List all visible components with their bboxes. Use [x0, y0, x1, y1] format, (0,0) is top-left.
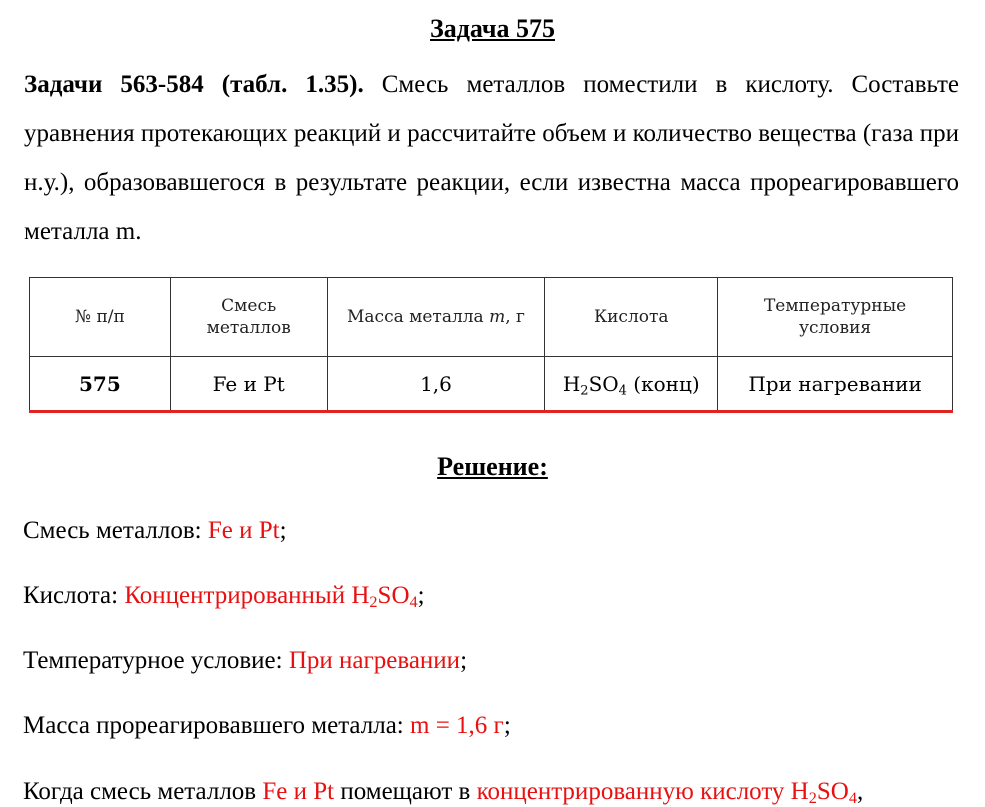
cell-mixture: Fe и Pt	[170, 357, 327, 412]
cell-mass: 1,6	[327, 357, 545, 412]
solution-mass-line: Масса прореагировавшего металла: m = 1,6 г;	[23, 712, 511, 739]
solution-title: Решение:	[437, 452, 548, 481]
mixture-value: Fe и Pt	[207, 517, 280, 544]
mass-value: m = 1,6 г	[410, 712, 504, 739]
table-header-row	[30, 278, 953, 357]
header-mixture: Смесь металлов	[170, 278, 327, 357]
problem-text: Смесь металлов поместили в кислоту. Составьте уравнения протекающих реакций и рассчитайте объем и количество вещества (газа при н.у.), образовавшегося в результате реакции, если известна масса прореагировавшего металла m.	[24, 71, 959, 245]
solution-mixture-line: Смесь металлов: Fe и Pt;	[23, 517, 287, 544]
solution-temperature-line: Температурное условие: При нагревании;	[23, 647, 468, 674]
cell-temperature: При нагревании	[718, 357, 953, 412]
header-number: № п/п	[30, 278, 171, 357]
problem-range-label: Задачи 563-584 (табл. 1.35).	[24, 71, 364, 98]
cell-acid: $H_2SO_4$ (конц)	[545, 357, 718, 412]
cell-number: 575	[30, 357, 171, 412]
solution-reaction-line: Когда смесь металлов Fe и Pt помещают в концентрированную кислоту $H_2SO_4$,	[23, 778, 864, 807]
problem-statement	[24, 60, 959, 256]
temperature-value: При нагревании	[288, 647, 461, 674]
header-acid: Кислота	[545, 278, 718, 357]
solution-acid-line: Кислота: Концентрированный $H_2SO_4$;	[23, 582, 425, 612]
task-title: Задача 575	[430, 14, 555, 43]
acid-value: Концентрированный $H_2SO_4$	[124, 582, 418, 612]
header-temperature: Температурные условия	[718, 278, 953, 357]
header-mass: Масса металла m, г	[327, 278, 545, 357]
table-row	[30, 357, 953, 412]
data-table	[29, 277, 953, 413]
